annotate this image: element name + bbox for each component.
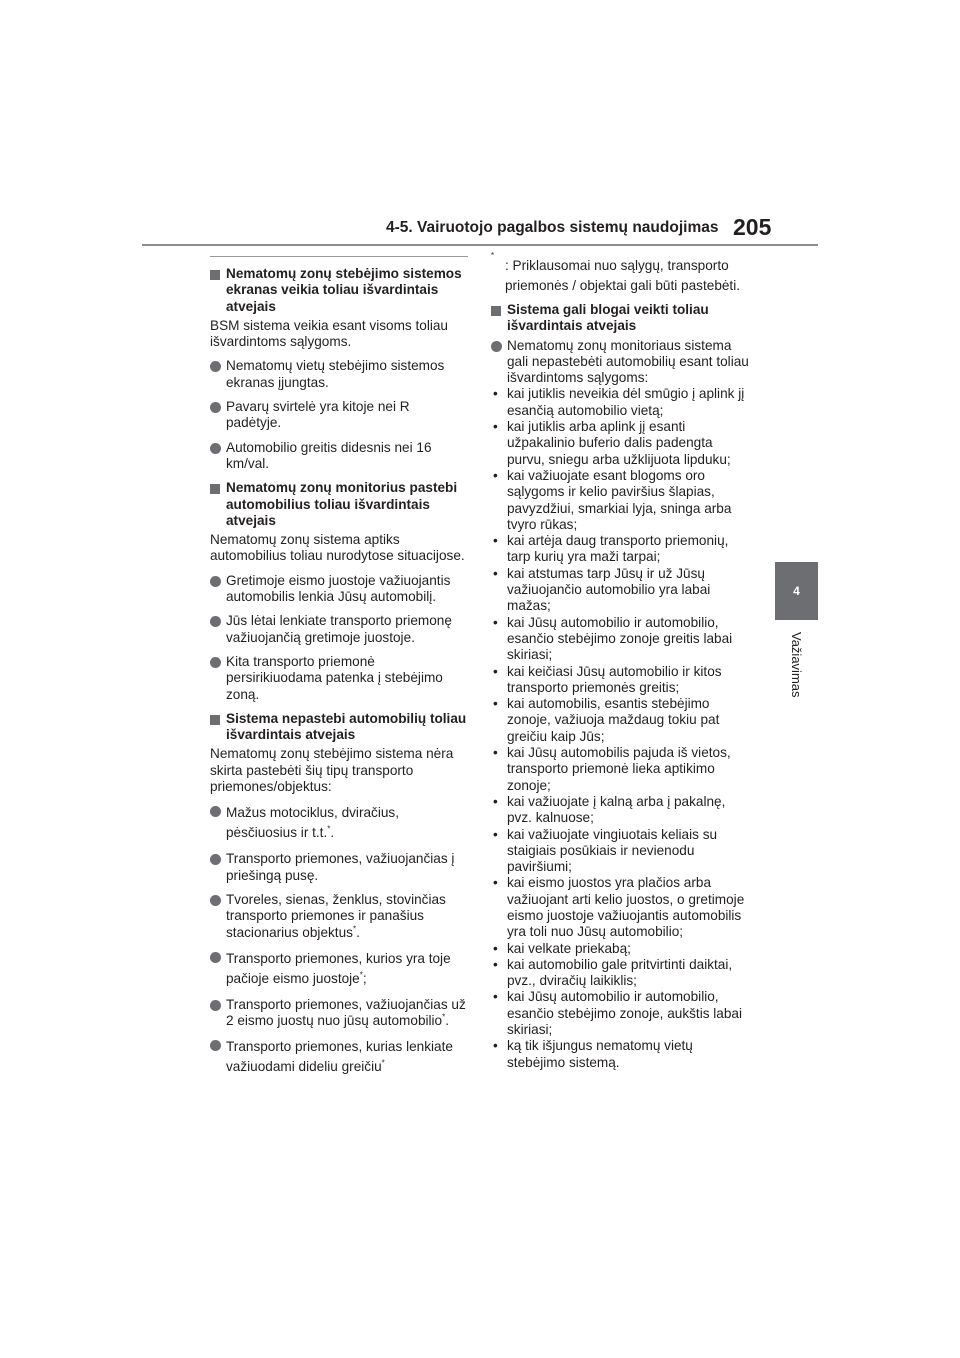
page-header xyxy=(0,0,960,260)
paragraph: Nematomų zonų stebėjimo sistema nėra skirta pastebėti šių tipų transporto priemones/objektus: xyxy=(210,746,454,795)
dot-bullet-icon: • xyxy=(493,467,498,483)
list-item: Mažus motociklus, dviračius, pėsčiuosius ir t.t.*. xyxy=(210,803,468,843)
sub-list-item: • kai velkate priekabą; xyxy=(493,940,631,956)
dot-bullet-icon: • xyxy=(493,1038,498,1054)
list-item: Kita transporto priemonė persirikiuodama patenka į stebėjimo zoną. xyxy=(210,654,468,703)
circle-bullet-icon xyxy=(210,576,221,587)
circle-bullet-icon xyxy=(210,952,221,963)
footnote: * : Priklausomai nuo sąlygų, transporto priemonės / objektai gali būti pastebėti. xyxy=(491,251,741,293)
dot-bullet-icon: • xyxy=(493,696,498,712)
square-bullet-icon xyxy=(210,715,220,725)
chapter-label: Važiavimas xyxy=(789,632,804,698)
footnote-ref: * xyxy=(359,970,363,980)
dot-bullet-icon: • xyxy=(493,940,498,956)
list-item: Nematomų vietų stebėjimo sistemos ekranas įjungtas. xyxy=(210,358,468,391)
sub-list-item: • kai artėja daug transporto priemonių, tarp kurių yra maži tarpai; xyxy=(493,533,729,565)
footnote-ref: * xyxy=(381,1058,385,1068)
section-title: 4-5. Vairuotojo pagalbos sistemų naudojimas xyxy=(386,219,719,236)
sub-list-item: • kai Jūsų automobilio ir automobilio, esančio stebėjimo zonoje, aukštis labai skiriasi; xyxy=(493,989,743,1038)
circle-bullet-icon xyxy=(210,361,221,372)
list-item: Nematomų zonų monitoriaus sistema gali nepastebėti automobilių esant toliau išvardintoms sąlygoms: xyxy=(491,338,753,387)
dot-bullet-icon: • xyxy=(493,386,498,402)
sub-list-item: • kai Jūsų automobilio ir automobilio, esančio stebėjimo zonoje greitis labai skiriasi; xyxy=(493,614,733,663)
dot-bullet-icon: • xyxy=(493,793,498,809)
dot-bullet-icon: • xyxy=(493,663,498,679)
circle-bullet-icon xyxy=(210,402,221,413)
dot-bullet-icon: • xyxy=(493,956,498,972)
circle-bullet-icon xyxy=(210,1000,221,1011)
list-item: Transporto priemones, važiuojančias už 2 eismo juostų nuo jūsų automobilio*. xyxy=(210,997,468,1030)
circle-bullet-icon xyxy=(210,443,221,454)
sub-list-item: • kai eismo juostos yra plačios arba važiuojant arti kelio juostos, o gretimoje eismo juostoje važiuojantis automobilis yra toli nuo Jūsų automobilio; xyxy=(493,875,745,940)
section-heading: Nematomų zonų monitorius pastebi automobilius toliau išvardintais atvejais xyxy=(210,480,468,529)
list-item: Automobilio greitis didesnis nei 16 km/val. xyxy=(210,440,468,473)
dot-bullet-icon: • xyxy=(493,533,498,549)
section-heading: Sistema gali blogai veikti toliau išvardintais atvejais xyxy=(491,302,753,335)
right-column xyxy=(491,251,753,1071)
list-item: Transporto priemones, kurias lenkiate važiuodami dideliu greičiu* xyxy=(210,1037,468,1077)
dot-bullet-icon: • xyxy=(493,565,498,581)
sub-list-item: • kai atstumas tarp Jūsų ir už Jūsų važiuojančio automobilio yra labai mažas; xyxy=(493,565,711,614)
sub-list-item: • kai keičiasi Jūsų automobilio ir kitos transporto priemonės greitis; xyxy=(493,663,722,695)
list-item: Pavarų svirtelė yra kitoje nei R padėtyje. xyxy=(210,399,468,432)
circle-bullet-icon xyxy=(210,854,221,865)
dot-bullet-icon: • xyxy=(493,826,498,842)
footnote-ref: * xyxy=(352,923,357,933)
dot-bullet-icon: • xyxy=(493,875,498,891)
sub-list-item: • kai važiuojate į kalną arba į pakalnę, pvz. kalnuose; xyxy=(493,793,726,826)
circle-bullet-icon xyxy=(210,657,221,668)
circle-bullet-icon xyxy=(210,616,221,627)
page-number: 205 xyxy=(733,214,772,240)
dot-bullet-icon: • xyxy=(493,419,498,435)
section-heading: Nematomų zonų stebėjimo sistemos ekranas veikia toliau išvardintais atvejais xyxy=(210,266,468,315)
list-item: Gretimoje eismo juostoje važiuojantis automobilis lenkia Jūsų automobilį. xyxy=(210,573,468,606)
footnote-ref: * xyxy=(442,1012,446,1022)
left-column xyxy=(210,256,468,1085)
sub-list-item: • kai jutiklis neveikia dėl smūgio į aplink jį esančią automobilio vietą; xyxy=(493,386,745,418)
paragraph: Nematomų zonų sistema aptiks automobilius toliau nurodytose situacijose. xyxy=(210,532,465,564)
column-divider xyxy=(210,256,468,257)
sub-list-item: • kai Jūsų automobilis pajuda iš vietos, transporto priemonė lieka aptikimo zonoje; xyxy=(493,745,731,793)
sub-list-item: • kai važiuojate vingiuotais keliais su staigiais posūkiais ir nevienodu paviršiumi; xyxy=(493,826,718,875)
circle-bullet-icon xyxy=(491,341,502,352)
dot-bullet-icon: • xyxy=(493,614,498,630)
list-item: Tvoreles, sienas, ženklus, stovinčias transporto priemones ir panašius stacionarius objektus*. xyxy=(210,892,468,941)
square-bullet-icon xyxy=(210,270,220,280)
square-bullet-icon xyxy=(491,306,501,316)
sub-list-item: • kai jutiklis arba aplink jį esanti užpakalinio buferio dalis padengta purvu, sniegu arba užklijuota lipduku; xyxy=(493,419,731,467)
circle-bullet-icon xyxy=(210,895,221,906)
sub-list-item: • ką tik išjungus nematomų vietų stebėjimo sistemą. xyxy=(493,1038,693,1070)
circle-bullet-icon xyxy=(210,1040,221,1051)
sub-list-item: • kai automobilio gale pritvirtinti daiktai, pvz., dviračių laikiklis; xyxy=(493,956,733,989)
list-item: Jūs lėtai lenkiate transporto priemonę važiuojančią gretimoje juostoje. xyxy=(210,613,468,646)
section-heading: Sistema nepastebi automobilių toliau išvardintais atvejais xyxy=(210,711,468,744)
header-divider xyxy=(142,244,818,246)
square-bullet-icon xyxy=(210,484,220,494)
chapter-tab: 4 xyxy=(775,562,818,620)
list-item: Transporto priemones, kurios yra toje pačioje eismo juostoje*; xyxy=(210,949,468,989)
paragraph: BSM sistema veikia esant visoms toliau išvardintoms sąlygoms. xyxy=(210,317,448,350)
sub-list-item: • kai važiuojate esant blogoms oro sąlygoms ir kelio paviršius šlapias, pavyzdžiui, smarkiai lyja, sninga arba tvyro rūkas; xyxy=(493,467,732,532)
circle-bullet-icon xyxy=(210,806,221,817)
dot-bullet-icon: • xyxy=(493,989,498,1005)
sub-list-item: • kai automobilis, esantis stebėjimo zonoje, važiuoja maždaug tokiu pat greičiu kaip Jūs; xyxy=(493,696,720,744)
list-item: Transporto priemones, važiuojančias į priešingą pusę. xyxy=(210,851,468,884)
footnote-ref: * xyxy=(327,824,331,834)
dot-bullet-icon: • xyxy=(493,745,498,761)
